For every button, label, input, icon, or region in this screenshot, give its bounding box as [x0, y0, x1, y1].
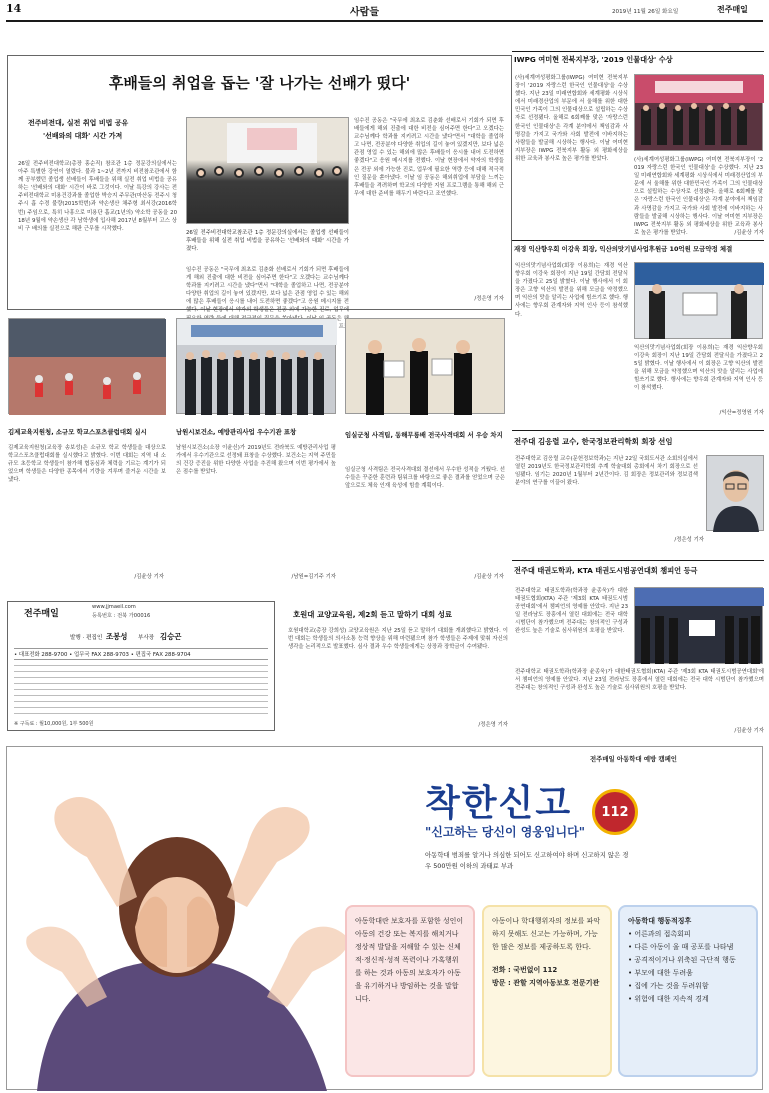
main-sub1: 전주비전대, 실전 취업 비법 공유	[28, 119, 129, 127]
main-byline: /정은영 기자	[474, 296, 504, 302]
main-sub2: '선배와의 대화' 시간 가져	[43, 132, 123, 140]
main-photo	[186, 117, 349, 224]
appoint-title: 전주대 김응렬 교수, 한국정보관리학회 회장 선임	[514, 437, 673, 446]
campaign-illustration	[7, 747, 367, 1091]
campaign-slogan: 착한신고	[425, 783, 573, 824]
main-photo-caption: 26일 전주비전대학교참조관 1층 정문강의실에서는 졸업생 선배들이 후배들을 위해 실전 취업 비법을 공유하는 '선배와의 대화' 시간을 가졌다.	[186, 230, 349, 253]
award-body-2: (사)세계여성평화그룹(IWPG) 여미현 전북지부장이 '2019 자랑스런 한국인 인물대상'을 수상했다. 지난 23일 미래연합회와 세계평화 시상식에서 미래경산업의 부문에 서 울해를 위한 대한민국인 가족이 그의 인물대상으로 설립하는 수상자로 선정됐다. 올해로 6회째를 맞은 '자랑스런 한국인 인물대상'은 각계 분야에서 책임감과 사명감을 가지고 국가와 사회 발전에 이바지하는 사람들을 발굴해 시상하는 행사다. 이날 여미현 지부장은 IWPG 전북지부 활동 외 평화세상을 위한 교육과 봉사로 높은 평가를 받았다.	[634, 157, 763, 236]
tkd-body-2: 전주대학교 태권도학과(학과장 윤종욱)가 대한태권도협회(KTA) 주관 '제3회 KTA 태권도시범공연대회'에서 챔피언의 영예를 안았다. 지난 23일 전라남도 장흥에서 열린 대회에는 전국 대학 시범단이 참가했으며 전주대는 창의적인 구성과 완성도 높은 기술로 심사위원의 호평을 받았다.	[515, 669, 764, 692]
donation-body-2: 익산의맛기념사업회(회장 이용희)는 재경 익산향우회 이강욱 회장이 지난 19일 간담회 전달식을 가졌다고 25일 밝혔다. 이날 행사에서 이 회장은 고향 익산의 발전을 위해 모금을 약정했으며 익산의 맛을 알리는 사업에 힘쓰기로 했다. 행사에는 향우회 관계자와 지역 인사 등이 참석했다.	[634, 345, 763, 392]
campaign-card-3-item: • 위험에 대한 지속적 경계	[628, 995, 709, 1003]
main-body-1: 26일 전주비전대학교(총장 홍순직) 참조관 1층 정문강의실에서는 아주 특별한 강연이 열렸다. 불과 1~2년 전까지 비전참조관에서 함께 공부했던 졸업생 선배들이 후배들을 위해 실전 취업 비법을 공유하는 '선배와의 대화' 시간이 바로 그것이다. 이날 특강의 강사는 전주비전대학교 미용건강과를 졸업한 박승지 주무관(마산동 전주시 청주시 흡 수경 불량(2015학번)과 약손생산 채주형 최서강(2016학번) 주임으로, 특히 나흥으로 미용단 흡교(1년의) 약소학 공동을 2018년 9월에 약손생산 각 남학생에 입사해 2017년 8월부터 고스 상비 구 배의를 실전으로 해판 근무를 시작했다.	[18, 161, 177, 232]
award-byline: /김윤상 기자	[734, 230, 764, 236]
section-title: 사람들	[350, 7, 379, 18]
row2-byline-1: /김윤상 기자	[134, 574, 164, 580]
masthead-editor-name: 김승곤	[160, 632, 182, 641]
tkd-rule	[512, 560, 764, 561]
campaign-card-3-title: 아동학대 행동적징후	[628, 917, 692, 925]
donation-title: 재경 익산향우회 이강욱 회장, 익산의맛기념사업후원금 10억원 모금약정 체결	[514, 245, 733, 253]
campaign-card-2-visit: 방문 : 관할 지역아동보호 전문기관	[492, 979, 600, 987]
row2-title-2: 남원시보건소, 예방관리사업 우수기관 표창	[176, 428, 297, 436]
row2-body-3: 임실군청 사격팀은 전국사격대회 결선에서 우수한 성적을 거뒀다. 선수들은 꾸준한 훈련과 팀워크를 바탕으로 좋은 결과를 얻었으며 군은 앞으로도 체육 인재 육성에 힘쓸 계획이다.	[345, 467, 505, 490]
masthead-editor: 부사장	[138, 635, 155, 641]
lecture-body: 호원대학교(총장 강희성) 교양교육원은 지난 25일 듣고 말하기 대회를 개최했다고 밝혔다. 이번 대회는 학생들의 의사소통 능력 향상을 위해 마련됐으며 참가 학생들은 주제에 맞춰 자신의 생각을 논리적으로 발표했다. 심사 결과 우수 학생들에게는 상장과 장학금이 수여됐다.	[288, 628, 508, 651]
masthead-directory	[14, 660, 268, 718]
campaign-badge-number: 112	[601, 804, 629, 820]
award-photo	[634, 74, 763, 151]
appoint-photo	[706, 455, 764, 531]
campaign-desc: 아동학대 범죄를 알거나 의심한 되어도 신고하여야 하며 신고하지 않은 경우 500만원 이하의 과태료 부과	[425, 851, 629, 870]
appoint-byline: /정은성 기자	[674, 537, 704, 543]
donation-photo	[634, 262, 763, 339]
campaign-card-2	[482, 905, 612, 1077]
donation-rule	[512, 240, 764, 241]
campaign-label: 전주매일 아동학대 예방 캠페인	[590, 755, 677, 763]
main-body-3: 임수진 공동은 "국무에 최초로 김춘화 선배로서 기회가 되면 후배들에게 해외 진출에 대한 비전을 심어주면 한다"고 오겠다는 교수님께다 학과를 지키려고 시간을 냈다"면서 "대학을 졸업하고 나면, 전공분야 다양한 취업의 길이 놓여 있겠지만, 보다 넓은 관점 영업 수 있는 해외에 많은 후배들이 응시를 내어 도전하면 좋겠다"고 응원 메시지를 전했다. 이날 현장에서 약자의 학생들은 전공 외에 가능한 진로, 업무에 필요한 역량 등에 대해 적극적인 질문을 쏟아냈다. 이날 임 공동은 해외취업에 부담을 느끼는 후배들을 격려하며 학교의 다양한 지원 프로그램을 통해 해외 근무에 대한 준비를 해두기 바란다고 조언했다.	[354, 118, 504, 197]
header-date: 2019년 11월 26일 화요일	[612, 9, 679, 15]
lecture-byline: /정은영 기자	[478, 722, 508, 728]
row2-byline-2: /남원=김기주 기자	[291, 574, 336, 580]
main-title: 후배들의 취업을 돕는 '잘 나가는 선배가 떴다'	[108, 74, 411, 92]
campaign-card-3-item: • 부모에 대한 두려움	[628, 969, 693, 977]
row2-photo-2	[176, 318, 336, 414]
award-body: (사)세계여성평화그룹(IWPG) 여미현 전북지부장이 '2019 자랑스런 한국인 인물대상'을 수상했다. 지난 23일 미래연합회와 세계평화 시상식에서 미래경산업의 부문에 서 울해를 위한 대한민국인 가족이 그의 인물대상으로 설립하는 수상자로 선정됐다. 올해로 6회째를 맞은 '자랑스런 한국인 인물대상'은 각계 분야에서 책임감과 사명감을 가지고 국가와 사회 발전에 이바지하는 사람들을 발굴해 시상하는 행사다. 이날 여미현 지부장은 IWPG 전북지부 활동 외 평화세상을 위한 교육과 봉사로 높은 평가를 받았다.	[515, 75, 628, 162]
campaign-card-1-text: 아동학대란 보호자를 포함한 성인이 아동의 건강 또는 복지를 해치거나 정상적 발달을 저해할 수 있는 신체적·정신적·성적 폭력이나 가혹행위를 하는 것과 아동의 보호자가 아동을 유기하거나 방임하는 것을 말합니다.	[355, 917, 464, 1003]
campaign-card-3-item: • 공격적이거나 위축된 극단적 행동	[628, 956, 736, 964]
row2-title-1: 김제교육지원청, 소규모 학교스포츠클럽대회 실시	[8, 428, 147, 436]
row2-title-3: 임실군청 사격팀, 동해무릉배 전국사격대회 서 우승 차지	[345, 431, 503, 439]
row2-byline-3: /김윤상 기자	[474, 574, 504, 580]
campaign-card-2-text: 아동이나 학대행위자의 정보를 파악하지 못해도 신고는 가능하며, 가능한 많은 정보를 제공하도록 한다.	[492, 917, 601, 951]
campaign-card-3-item: • 어른과의 접촉회피	[628, 930, 691, 938]
campaign-card-3-item: • 집에 가는 것을 두려워함	[628, 982, 709, 990]
campaign-tagline: "신고하는 당신이 영웅입니다"	[425, 825, 585, 839]
donation-byline: /익산=정영원 기자	[719, 410, 764, 416]
lecture-title: 호원대 교양교육원, 제2회 듣고 말하기 대회 성료	[293, 610, 453, 619]
appoint-rule	[512, 430, 764, 431]
donation-body: 익산의맛기념사업회(회장 이용희)는 재경 익산향우회 이강욱 회장이 지난 19일 간담회 전달식을 가졌다고 25일 밝혔다. 이날 행사에서 이 회장은 고향 익산의 발전을 위해 모금을 약정했으며 익산의 맛을 알리는 사업에 힘쓰기로 했다. 행사에는 향우회 관계자와 지역 인사 등이 참석했다.	[515, 263, 628, 318]
masthead-publisher-name: 조봉성	[106, 632, 128, 641]
appoint-body: 전주대학교 김응렬 교수(문헌정보학과)는 지난 22일 국회도서관 소회의실에서 열린 2019년도 한국정보관리학회 추계 학술대회 총회에서 차기 회장으로 선임됐다. 임기는 2020년 1월부터 2년간이다. 김 회장은 정보관리와 정보검색 분야의 연구를 이끌어 왔다.	[515, 456, 698, 487]
main-body-2: 임수진 공동은 "국무에 최초로 김춘화 선배로서 기회가 되면 후배들에게 해외 진출에 대한 비전을 심어주면 한다"고 오겠다는 교수님께다 학과를 지키려고 시간을 냈다"면서 "대학을 졸업하고 나면, 전공분야 다양한 취업의 길이 놓여 있겠지만, 보다 넓은 관점 영업 수 있는 해외에 많은 후배들이 응시를 내어 도전하면 좋겠다"고 응원 메시지를 전했다. 이날 현장에서 약자의 학생들은 전공 외에 가능한 진로, 업무에 프로	[186, 267, 349, 330]
masthead-reg: 등록번호 : 전북 가00016	[92, 613, 151, 619]
masthead-note: ※ 구독료 : 월10,000원, 1부 500원	[14, 721, 94, 727]
masthead-publisher: 발행 · 편집인	[70, 635, 103, 641]
header-brand: 전주매일	[717, 5, 748, 14]
campaign-card-3-item: • 다른 아동이 울 때 공포를 나타냄	[628, 943, 734, 951]
row2-photo-1	[8, 318, 165, 414]
row2-photo-3	[345, 318, 505, 414]
row2-body-1: 김제교육지원청(교육장 송보성)은 소규모 학교 학생들을 대상으로 학교스포츠클럽대회를 실시했다고 밝혔다. 이번 대회는 지역 내 소규모 초등학교 학생들이 참가해 협동심과 체력을 기르는 계기가 되었으며 학생들은 다양한 종목에서 기량을 겨루며 즐거운 시간을 보냈다.	[8, 445, 166, 484]
award-rule	[512, 51, 764, 52]
campaign-badge	[592, 789, 638, 835]
award-title: IWPG 여미현 전북지부장, '2019 인물대상' 수상	[514, 55, 673, 64]
row2-body-2: 남원시보건소(소장 이윤신)가 2019년도 전라북도 예방관리사업 평가에서 우수기관으로 선정돼 표창을 수상했다. 보건소는 지역 주민들의 건강 증진을 위한 다양한 사업을 추진해 왔으며 이번 평가에서 높은 점수를 받았다.	[176, 445, 336, 476]
tkd-title: 전주대 태권도학과, KTA 태권도시범공연대회 챔피언 등극	[514, 566, 698, 575]
campaign-card-3	[618, 905, 758, 1077]
masthead-name: 전주매일	[24, 609, 59, 619]
tkd-photo	[634, 587, 763, 664]
tkd-body: 전주대학교 태권도학과(학과장 윤종욱)가 대한태권도협회(KTA) 주관 '제3회 KTA 태권도시범공연대회'에서 챔피언의 영예를 안았다. 지난 23일 전라남도 장흥에서 열린 대회에는 전국 대학 시범단이 참가했으며 전주대는 창의적인 구성과 완성도 높은 기술로 심사위원의 호평을 받았다.	[515, 588, 628, 635]
campaign-card-2-phone: 전화 : 국번없이 112	[492, 966, 558, 974]
header-rule	[6, 20, 763, 22]
tkd-byline: /김윤상 기자	[734, 728, 764, 734]
campaign-card-1	[345, 905, 475, 1077]
masthead-contact: • 대표전화 288-9700 • 업무국 FAX 288-9703 • 편집국 FAX 288-9704	[14, 648, 268, 660]
masthead-site: www.jjmaeil.com	[92, 604, 136, 610]
page-number: 14	[6, 2, 22, 15]
